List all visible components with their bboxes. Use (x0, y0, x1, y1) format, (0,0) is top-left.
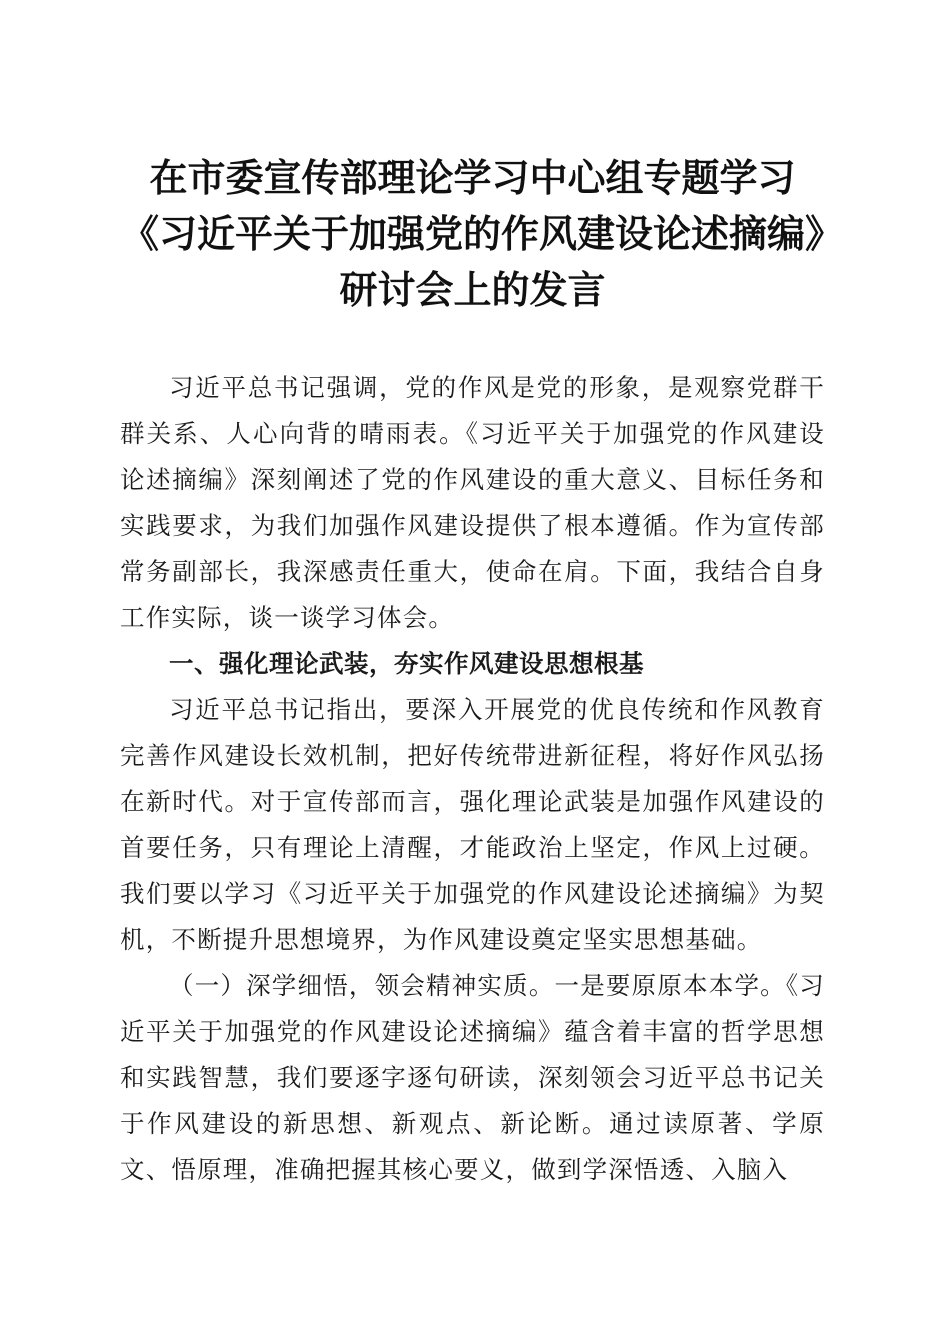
document-body (120, 365, 825, 1193)
section-heading: 一、强化理论武装，夯实作风建设思想根基 (169, 649, 644, 678)
section-paragraph: 习近平总书记指出，要深入开展党的优良传统和作风教育完善作风建设长效机制，把好传统带进新征程，将好作风弘扬在新时代。对于宣传部而言，强化理论武装是加强作风建设的首要任务，只有理论上清醒，才能政治上坚定，作风上过硬。我们要以学习《习近平关于加强党的作风建设论述摘编》为契机，不断提升思想境界，为作风建设奠定坚实思想基础。 (120, 695, 825, 954)
subsection-paragraph: （一）深学细悟，领会精神实质。一是要原原本本学。《习近平关于加强党的作风建设论述摘编》蕴含着丰富的哲学思想和实践智慧，我们要逐字逐句研读，深刻领会习近平总书记关于作风建设的新思想、新观点、新论断。通过读原著、学原文、悟原理，准确把握其核心要义，做到学深悟透、入脑入 (120, 971, 825, 1184)
intro-paragraph: 习近平总书记强调，党的作风是党的形象，是观察党群干群关系、人心向背的晴雨表。《习近平关于加强党的作风建设论述摘编》深刻阐述了党的作风建设的重大意义、目标任务和实践要求，为我们加强作风建设提供了根本遵循。作为宣传部常务副部长，我深感责任重大，使命在肩。下面，我结合自身工作实际，谈一谈学习体会。 (120, 373, 825, 632)
document-title: 在市委宣传部理论学习中心组专题学习《习近平关于加强党的作风建设论述摘编》研讨会上的发言 (120, 155, 824, 312)
document-page (120, 150, 825, 1193)
